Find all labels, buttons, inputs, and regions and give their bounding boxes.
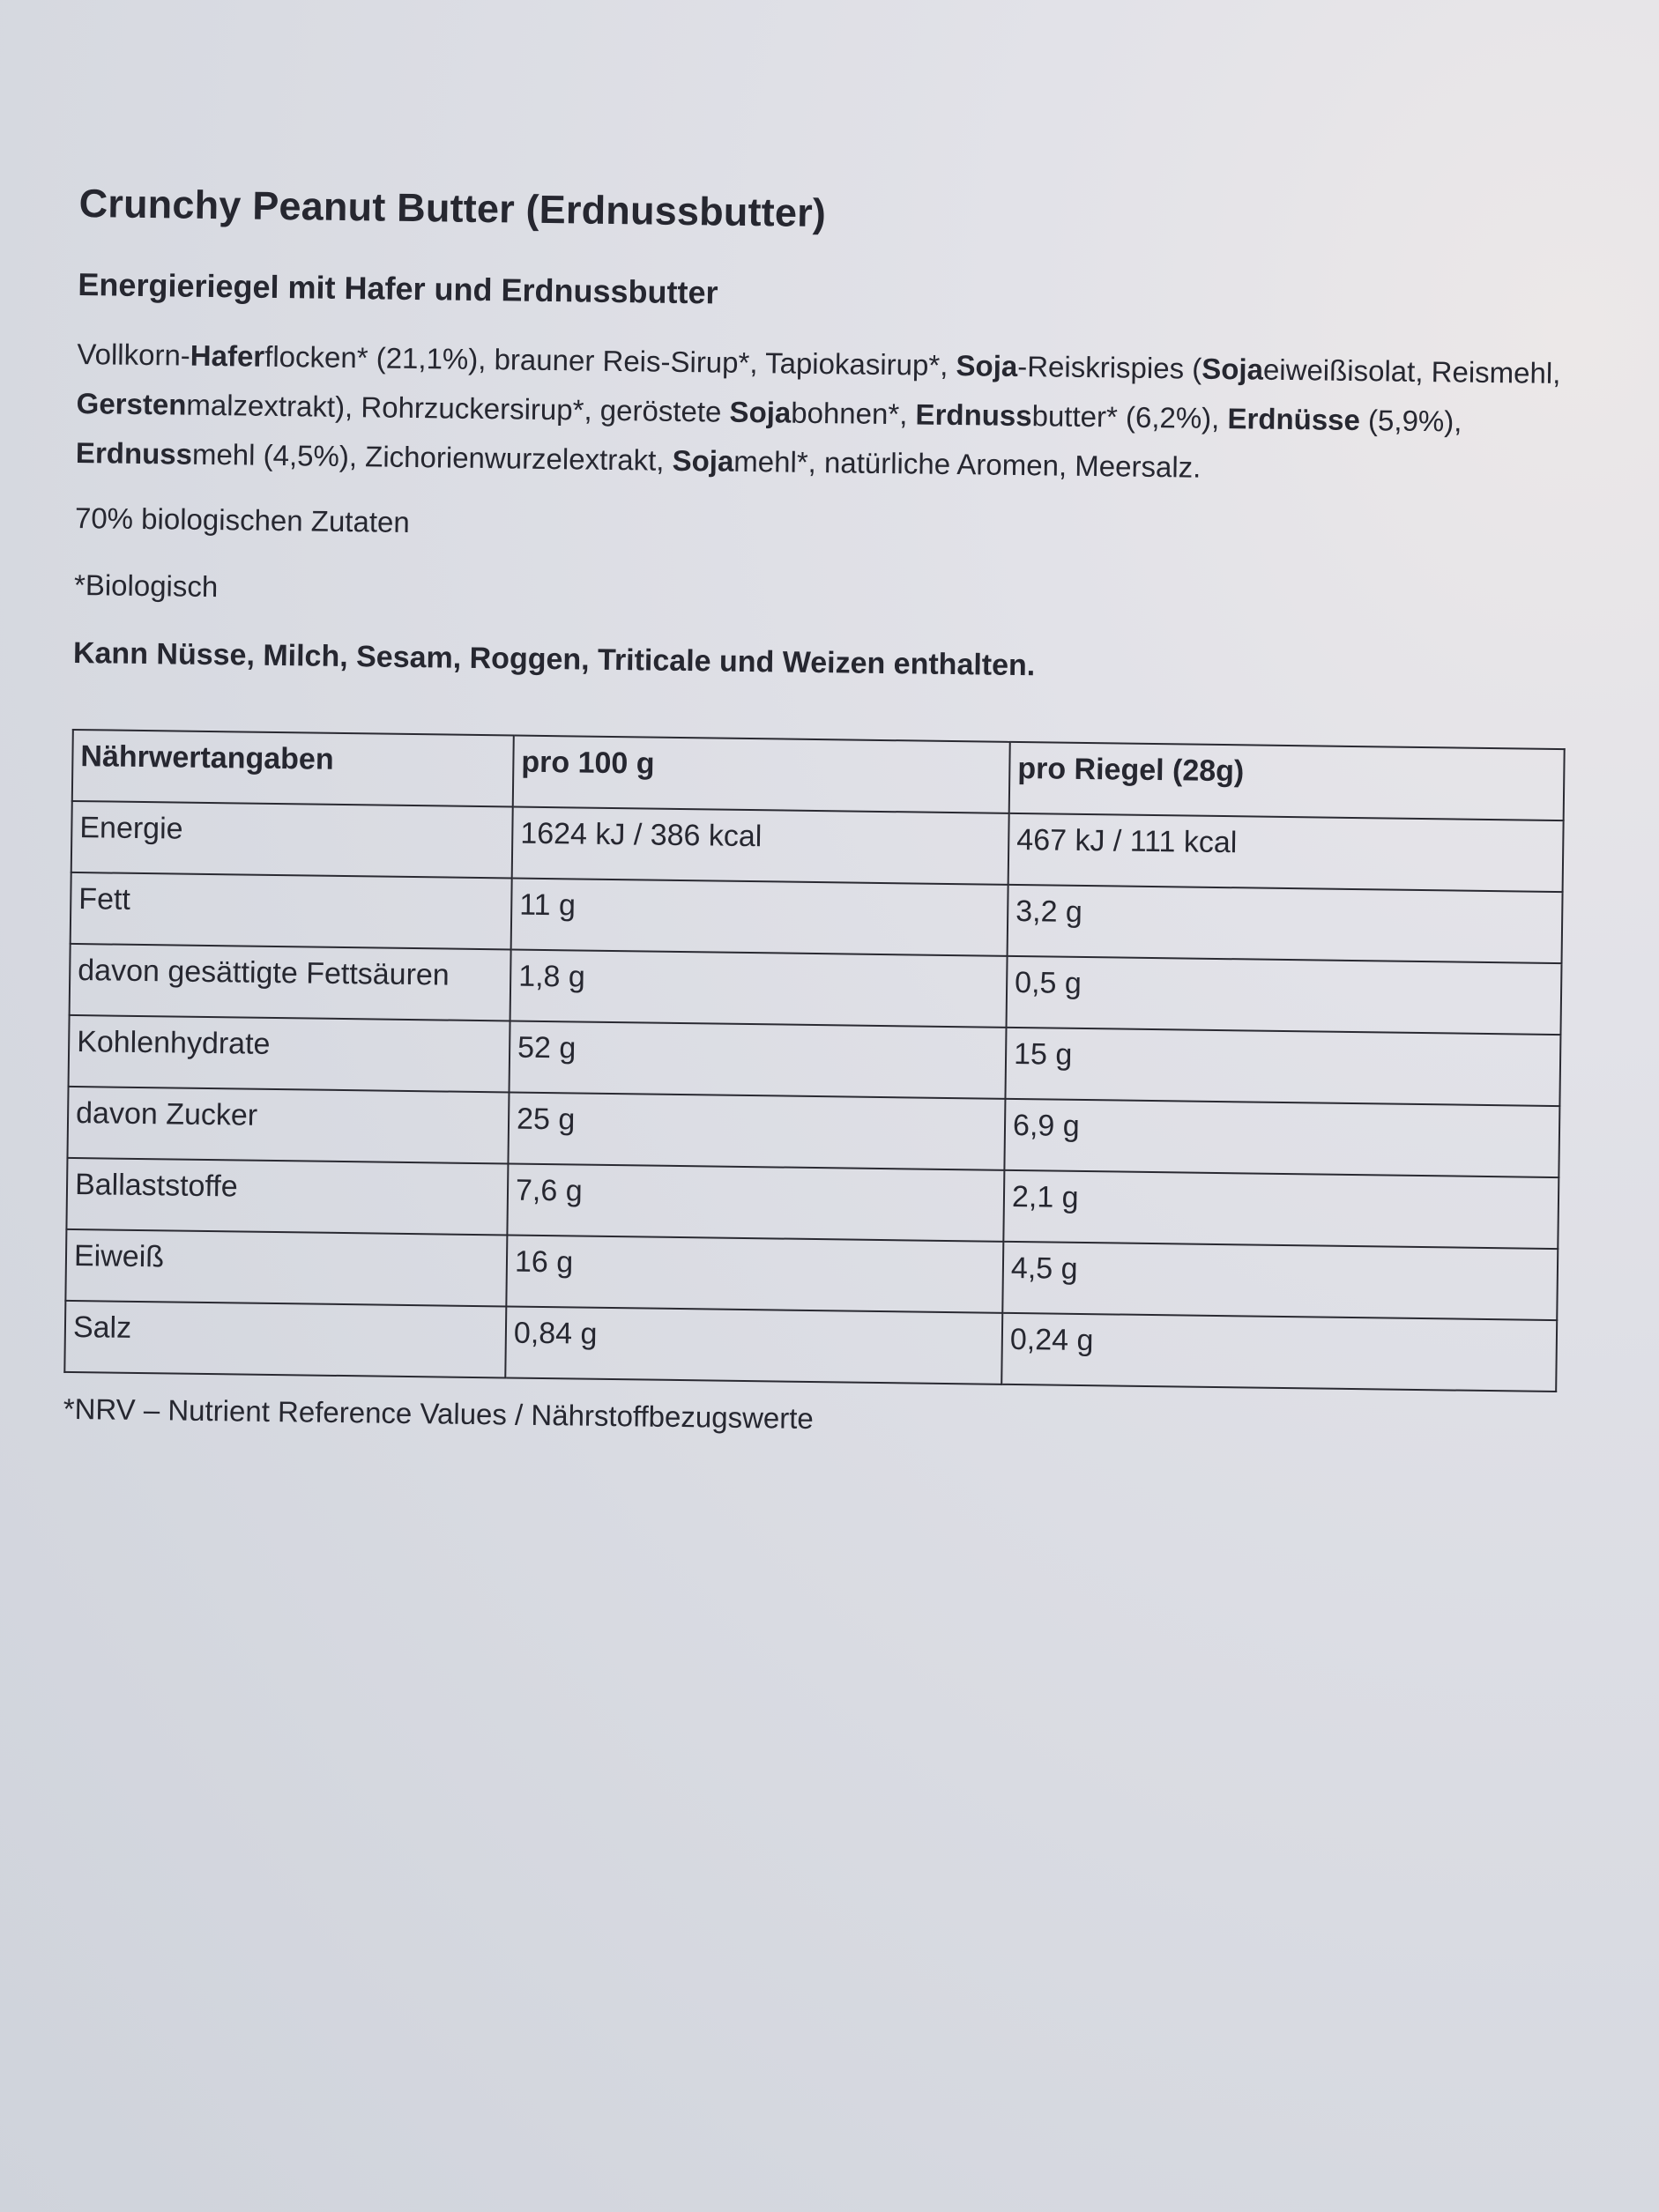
ingredient-text: mehl (4,5%), Zichorienwurzelextrakt, xyxy=(191,437,673,477)
ingredient-text: eiweißisolat, Reismehl, xyxy=(1262,353,1561,390)
value-per-bar: 467 kJ / 111 kcal xyxy=(1008,813,1564,892)
ingredient-allergen: Erdnuss xyxy=(75,435,193,471)
ingredient-allergen: Soja xyxy=(1201,352,1264,386)
nrv-footnote: *NRV – Nutrient Reference Values / Nährstoffbezugswerte xyxy=(63,1392,815,1436)
organic-share: 70% biologischen Zutaten xyxy=(74,501,410,538)
allergen-warning: Kann Nüsse, Milch, Sesam, Roggen, Triticale und Weizen enthalten. xyxy=(72,635,1036,683)
ingredients-list xyxy=(76,330,1576,497)
nutrient-name: davon gesättigte Fettsäuren xyxy=(70,944,511,1021)
value-per-100g: 7,6 g xyxy=(507,1163,1004,1241)
value-per-100g: 25 g xyxy=(508,1092,1005,1169)
ingredient-text: butter* (6,2%), xyxy=(1031,399,1228,435)
ingredient-allergen: Gersten xyxy=(76,386,187,421)
ingredient-text: mehl*, natürliche Aromen, Meersalz. xyxy=(733,444,1201,484)
nutrient-name: Eiweiß xyxy=(65,1229,507,1307)
value-per-bar: 4,5 g xyxy=(1002,1242,1558,1320)
value-per-bar: 0,24 g xyxy=(1001,1313,1557,1392)
ingredient-allergen: Soja xyxy=(672,443,734,478)
value-per-100g: 16 g xyxy=(506,1235,1003,1312)
header-per-bar: pro Riegel (28g) xyxy=(1009,742,1565,820)
header-nutrient: Nährwertangaben xyxy=(72,730,514,807)
value-per-bar: 6,9 g xyxy=(1004,1099,1559,1177)
ingredient-allergen: Erdnuss xyxy=(915,397,1032,433)
nutrient-name: Salz xyxy=(64,1301,506,1378)
ingredient-allergen: Soja xyxy=(729,395,792,429)
value-per-100g: 0,84 g xyxy=(505,1306,1002,1384)
ingredient-text: malzextrakt), Rohrzuckersirup*, geröstete xyxy=(186,388,730,428)
nutrient-name: Energie xyxy=(71,801,513,879)
ingredient-allergen: Hafer xyxy=(190,338,265,373)
value-per-100g: 11 g xyxy=(511,878,1008,955)
nutrient-name: Fett xyxy=(71,872,512,950)
value-per-100g: 52 g xyxy=(510,1021,1007,1098)
ingredient-text: (5,9%), xyxy=(1359,404,1462,438)
ingredient-text: -Reiskrispies ( xyxy=(1017,349,1202,385)
value-per-100g: 1624 kJ / 386 kcal xyxy=(512,806,1009,884)
label-sheet xyxy=(63,181,1578,1445)
ingredient-allergen: Erdnüsse xyxy=(1227,402,1361,437)
ingredient-allergen: Soja xyxy=(956,349,1018,382)
value-per-bar: 15 g xyxy=(1005,1028,1560,1106)
value-per-100g: 1,8 g xyxy=(510,949,1008,1027)
nutrient-name: Kohlenhydrate xyxy=(69,1015,510,1093)
value-per-bar: 0,5 g xyxy=(1007,956,1562,1035)
value-per-bar: 2,1 g xyxy=(1003,1170,1559,1249)
organic-note: *Biologisch xyxy=(73,568,219,604)
header-per-100g: pro 100 g xyxy=(513,736,1010,813)
nutrition-table xyxy=(63,729,1565,1392)
ingredient-text: Vollkorn- xyxy=(77,337,191,372)
ingredient-text: flocken* (21,1%), brauner Reis-Sirup*, Tapiokasirup*, xyxy=(264,339,956,382)
nutrient-name: Ballaststoffe xyxy=(66,1158,508,1236)
value-per-bar: 3,2 g xyxy=(1008,885,1563,963)
product-subtitle: Energieriegel mit Hafer und Erdnussbutter xyxy=(78,265,718,311)
ingredient-text: bohnen*, xyxy=(791,396,916,431)
product-title: Crunchy Peanut Butter (Erdnussbutter) xyxy=(78,181,827,236)
nutrient-name: davon Zucker xyxy=(67,1087,509,1164)
